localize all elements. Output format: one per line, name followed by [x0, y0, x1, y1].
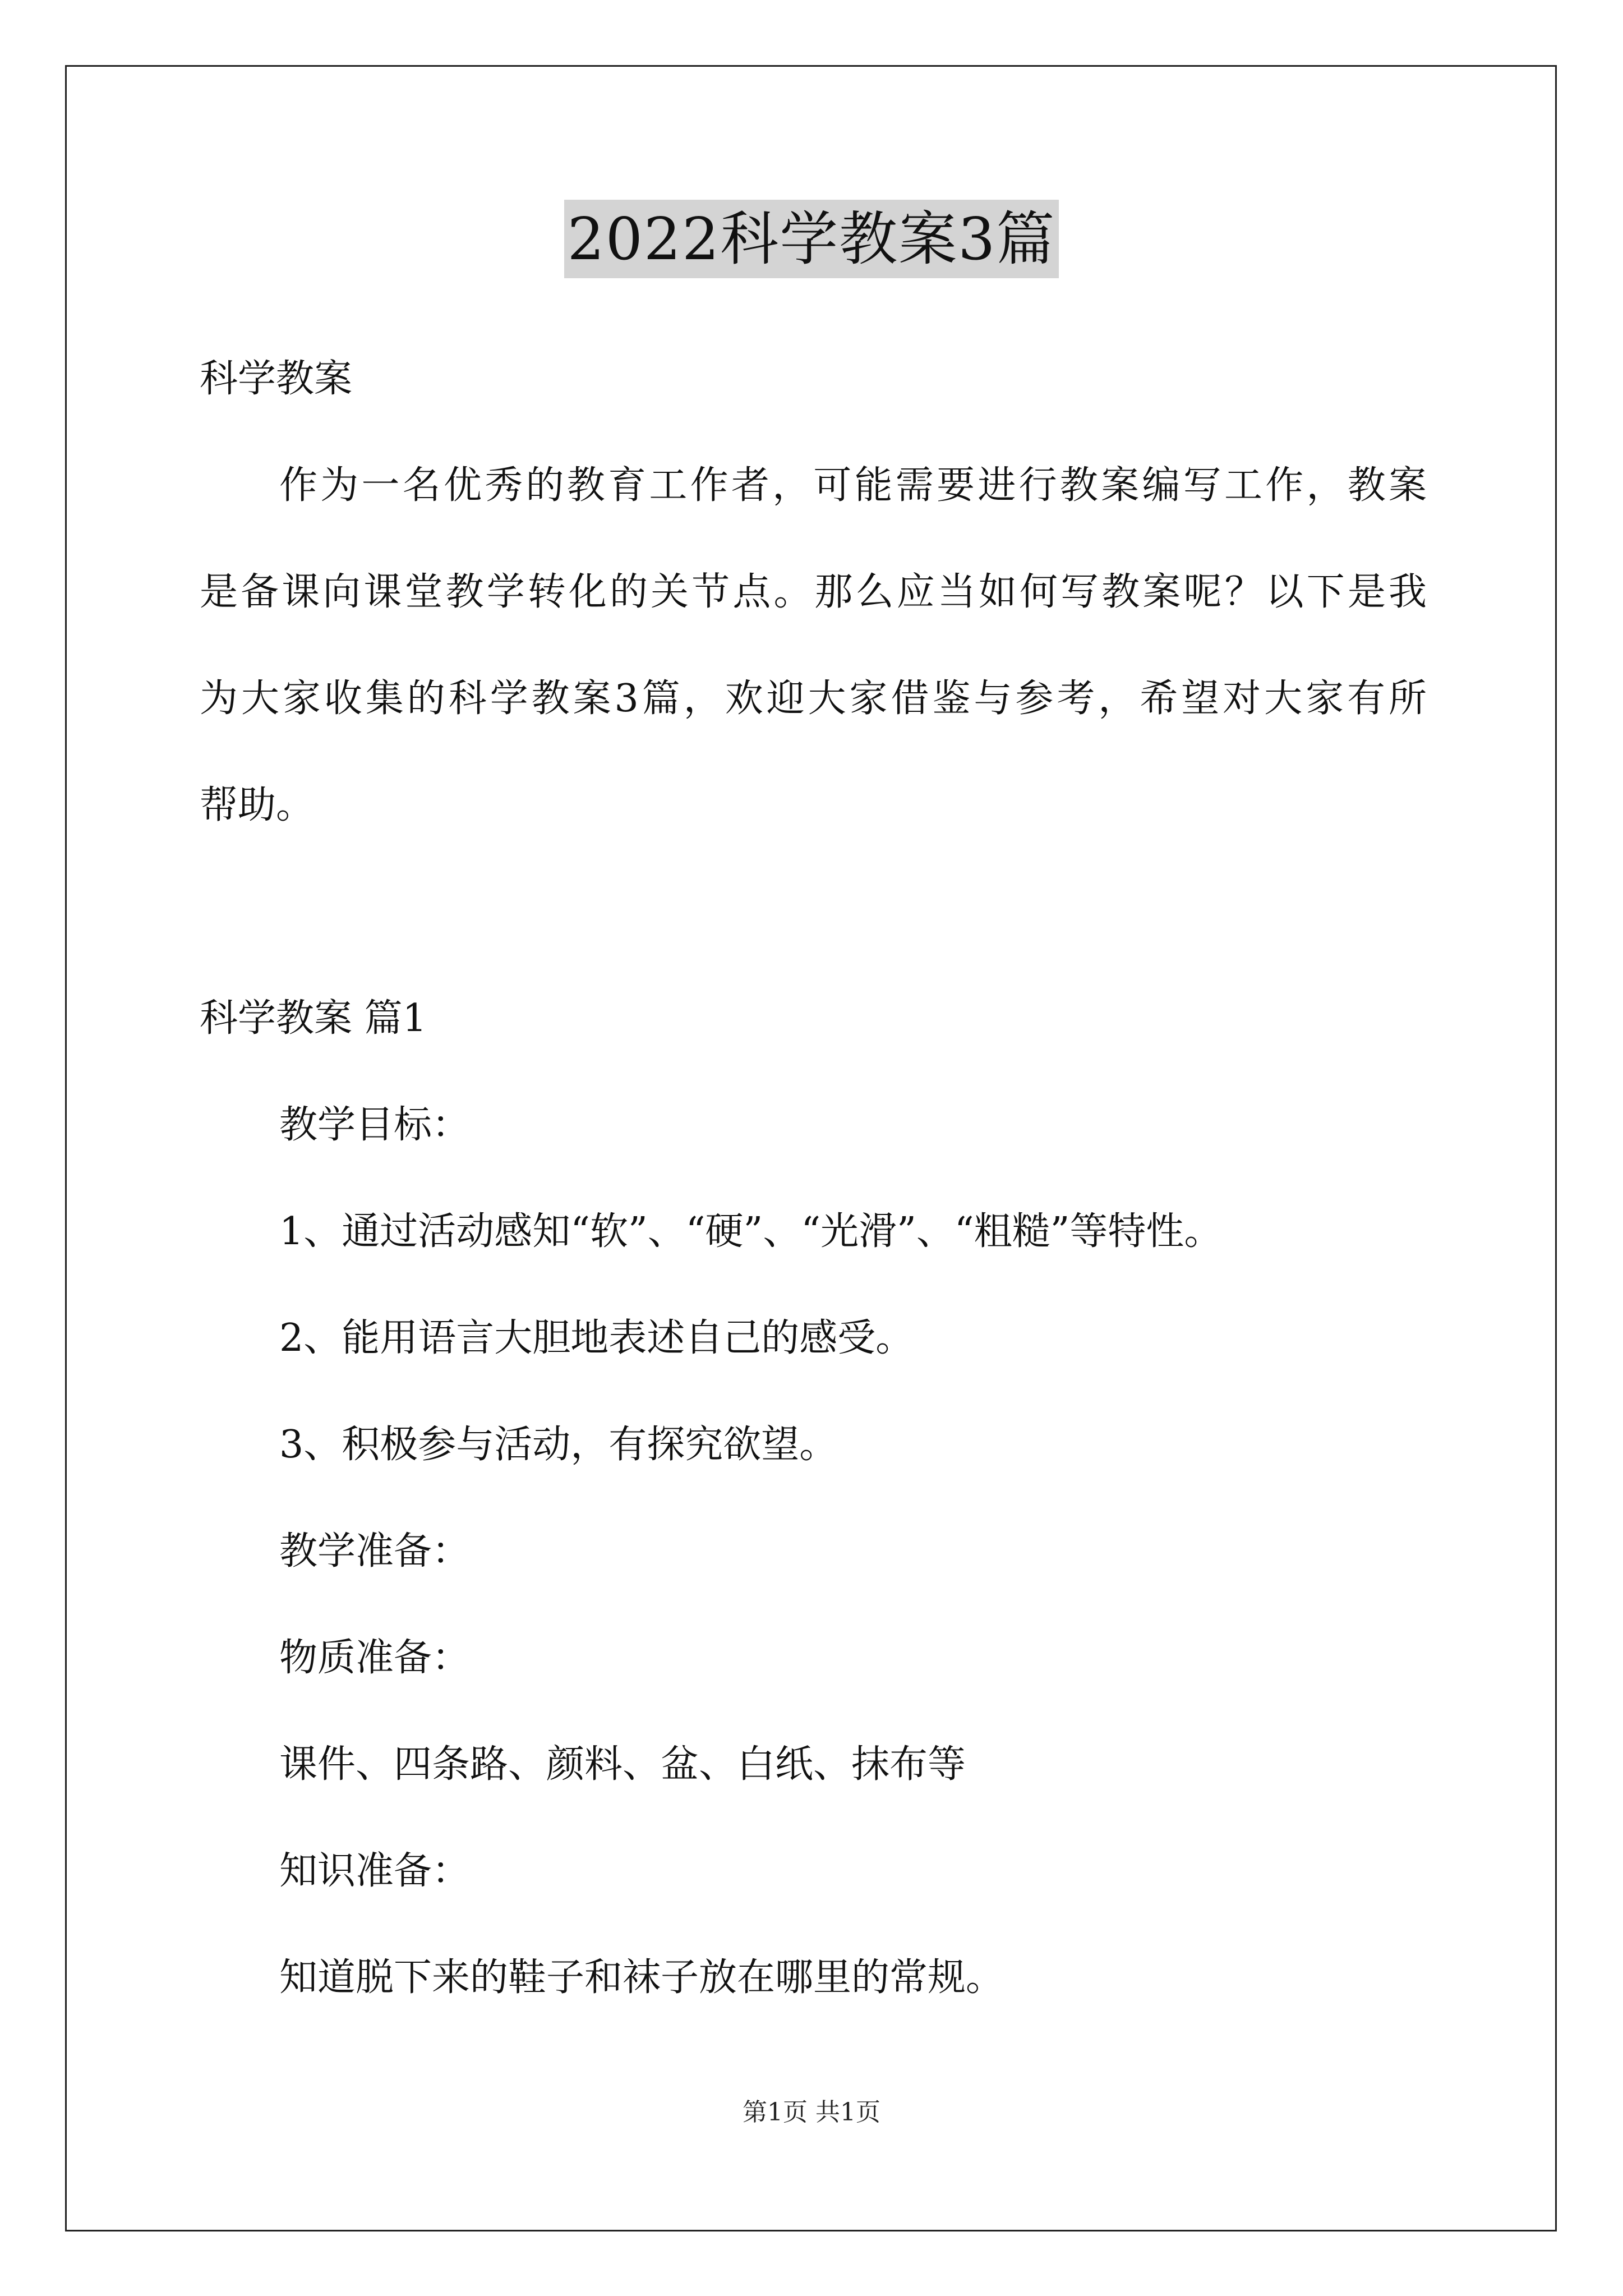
material-list: 课件、四条路、颜料、盆、白纸、抹布等: [279, 1742, 966, 1787]
teaching-goals-label: 教学目标：: [279, 1103, 471, 1147]
material-prep-label: 物质准备：: [279, 1636, 471, 1680]
teaching-prep-label: 教学准备：: [279, 1529, 471, 1573]
intro-paragraph-line-3: 为大家收集的科学教案3篇，欢迎大家借鉴与参考，希望对大家有所: [200, 677, 1427, 721]
title-container: [0, 200, 1623, 278]
intro-paragraph-line-2: 是备课向课堂教学转化的关节点。那么应当如何写教案呢？以下是我: [200, 570, 1427, 614]
intro-paragraph-line-4: 帮助。: [200, 783, 315, 827]
goal-item-2: 2、能用语言大胆地表述自己的感受。: [279, 1316, 914, 1360]
goal-item-1: 1、通过活动感知“软”、“硬”、“光滑”、“粗糙”等特性。: [279, 1209, 1223, 1254]
page-footer: 第1页 共1页: [743, 2098, 880, 2127]
knowledge-item: 知道脱下来的鞋子和袜子放在哪里的常规。: [279, 1955, 1004, 2000]
document-title: 2022科学教案3篇: [564, 200, 1059, 278]
goal-item-3: 3、积极参与活动，有探究欲望。: [279, 1423, 838, 1467]
section-heading: 科学教案 篇1: [200, 996, 427, 1041]
intro-paragraph-line-1: 作为一名优秀的教育工作者，可能需要进行教案编写工作，教案: [279, 463, 1427, 508]
knowledge-prep-label: 知识准备：: [279, 1849, 471, 1893]
intro-heading: 科学教案: [200, 357, 353, 401]
